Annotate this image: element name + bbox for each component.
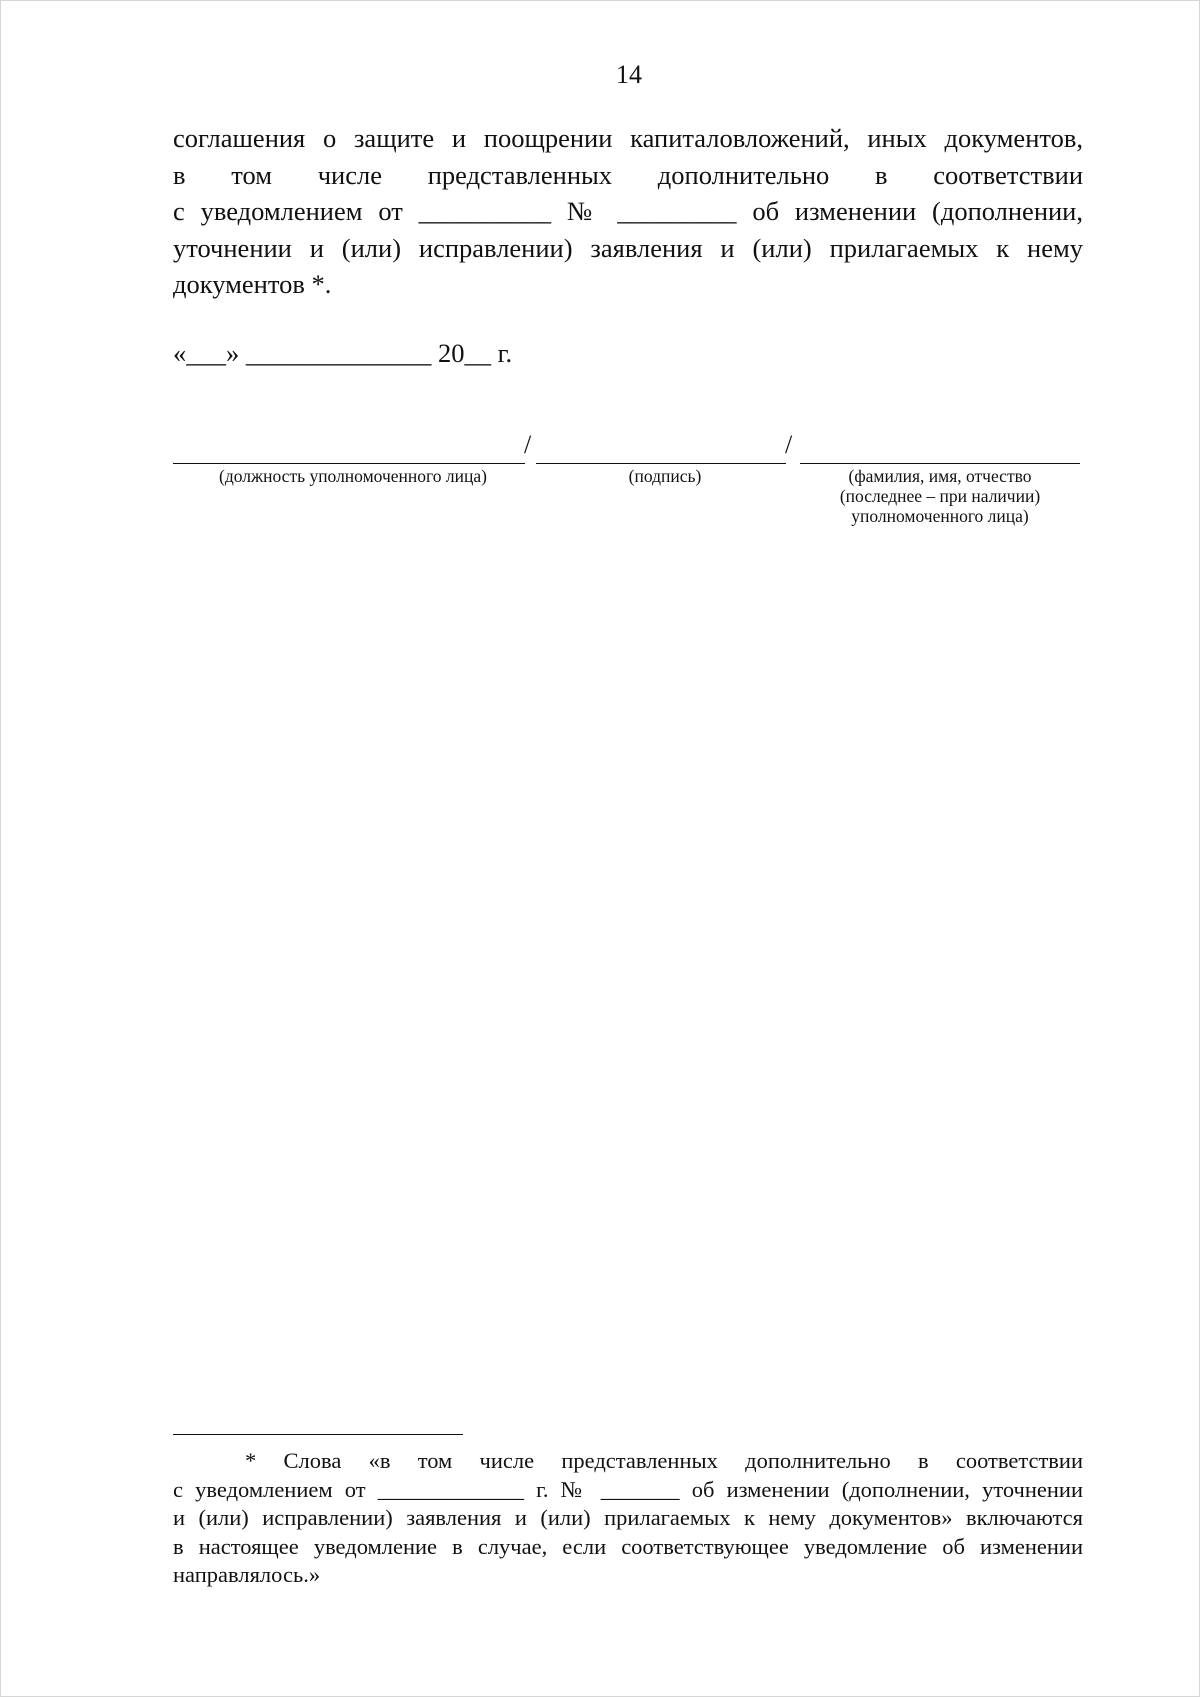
position-line [173,433,525,464]
name-caption [800,466,1080,526]
footnote-separator [173,1434,463,1435]
paragraph-line: соглашения о защите и поощрении капиталовложений, иных документов, [173,123,1083,153]
position-caption: (должность уполномоченного лица) [219,466,487,486]
footnote-line: * Слова «в том числе представленных дополнительно в соответствии [245,1448,1083,1473]
name-line [800,433,1080,464]
page-number: 14 [616,60,642,89]
paragraph-line: с уведомлением от __________ № _________ об изменении (дополнении, [173,196,1083,226]
main-paragraph [173,120,1083,303]
signature-slash: / [524,430,532,459]
paragraph-line: в том числе представленных дополнительно в соответствии [173,159,1083,190]
footnote [173,1447,1083,1590]
paragraph-line: уточнении и (или) исправлении) заявления и (или) прилагаемых к нему [173,232,1083,263]
date-line: «___» ______________ 20__ г. [173,338,513,368]
footnote-line: в настоящее уведомление в случае, если соответствующее уведомление об изменении [173,1533,1083,1559]
name-caption-line: (фамилия, имя, отчество [848,466,1032,486]
footnote-line: с уведомлением от _____________ г. № _______ об изменении (дополнении, уточнении [173,1476,1083,1502]
name-caption-line: уполномоченного лица) [851,506,1029,526]
paragraph-line: документов *. [173,269,332,299]
footnote-line: и (или) исправлении) заявления и (или) прилагаемых к нему документов» включаются [173,1505,1083,1530]
signature-slash: / [785,430,793,459]
signature-line [536,433,786,464]
name-caption-line: (последнее – при наличии) [839,486,1041,506]
signature-caption: (подпись) [628,466,702,486]
footnote-line: направлялось.» [173,1562,321,1587]
